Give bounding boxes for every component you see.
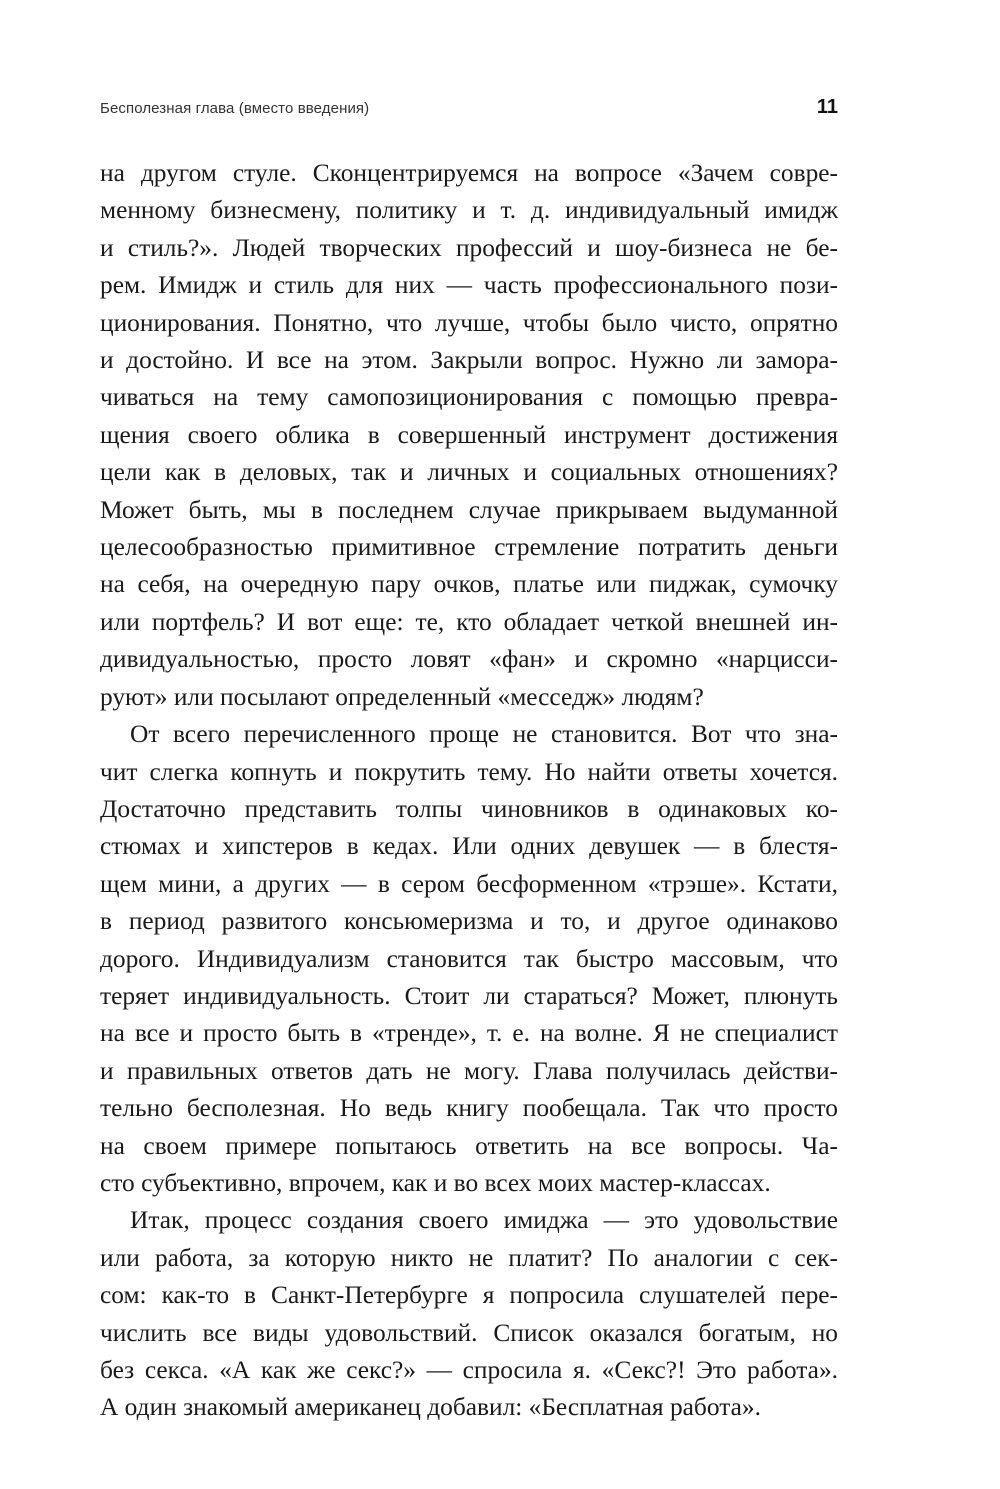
text-line: сом: как-то в Санкт-Петербурге я попросила слушателей пере- — [100, 1281, 838, 1310]
paragraph-1 — [100, 155, 838, 716]
text-line: чит слегка копнуть и покрутить тему. Но найти ответы хочется. — [100, 757, 838, 786]
text-line: теряет индивидуальность. Стоит ли стараться? Может, плюнуть — [100, 981, 838, 1010]
text-line: и правильных ответов дать не могу. Глава получилась действи- — [100, 1056, 838, 1085]
text-line: или портфель? И вот еще: те, кто обладает четкой внешней ин- — [100, 607, 838, 636]
text-line: От всего перечисленного проще не становится. Вот что зна- — [130, 720, 838, 749]
text-line: дорого. Индивидуализм становится так быстро массовым, что — [100, 944, 838, 973]
paragraph-2 — [100, 716, 838, 1202]
text-line: дивидуальностью, просто ловят «фан» и скромно «нарцисси- — [100, 645, 838, 674]
body-text — [100, 155, 838, 1427]
text-line: чиваться на тему самопозиционирования с помощью превра- — [100, 383, 838, 412]
text-line: числить все виды удовольствий. Список оказался богатым, но — [100, 1318, 838, 1347]
text-line: на все и просто быть в «тренде», т. е. на волне. Я не специалист — [100, 1019, 838, 1048]
text-line: на своем примере попытаюсь ответить на все вопросы. Ча- — [100, 1131, 838, 1160]
page-number: 11 — [816, 96, 838, 118]
text-line: на себя, на очередную пару очков, платье или пиджак, сумочку — [100, 570, 838, 599]
text-line: щения своего облика в совершенный инструмент достижения — [100, 420, 838, 449]
text-line: целесообразностью примитивное стремление потратить деньги — [100, 533, 838, 562]
text-line: А один знакомый американец добавил: «Бесплатная работа». — [100, 1393, 761, 1422]
text-line: и стиль?». Людей творческих профессий и шоу-бизнеса не бе- — [100, 233, 838, 262]
text-line: или работа, за которую никто не платит? По аналогии с сек- — [100, 1243, 838, 1272]
paragraph-3 — [100, 1202, 838, 1426]
text-line: и достойно. И все на этом. Закрыли вопрос. Нужно ли замора- — [100, 346, 838, 375]
text-line: Итак, процесс создания своего имиджа — это удовольствие — [130, 1206, 838, 1235]
text-line: рем. Имидж и стиль для них — часть профессионального пози- — [100, 271, 838, 300]
text-line: ционирования. Понятно, что лучше, чтобы было чисто, опрятно — [100, 308, 838, 337]
text-line: менному бизнесмену, политику и т. д. индивидуальный имидж — [100, 196, 838, 225]
text-line: щем мини, а других — в сером бесформенном «трэше». Кстати, — [100, 869, 838, 898]
running-head: Бесполезная глава (вместо введения) — [100, 100, 370, 117]
text-line: руют» или посылают определенный «месседж» людям? — [100, 682, 704, 711]
text-line: на другом стуле. Сконцентрируемся на вопросе «Зачем совре- — [100, 159, 838, 187]
text-line: Может быть, мы в последнем случае прикрываем выдуманной — [100, 495, 838, 524]
text-line: сто субъективно, впрочем, как и во всех моих мастер-классах. — [100, 1168, 771, 1197]
text-line: без секса. «А как же секс?» — спросила я. «Секс?! Это работа». — [100, 1356, 838, 1384]
text-line: стюмах и хипстеров в кедах. Или одних девушек — в блестя- — [100, 832, 838, 861]
text-line: цели как в деловых, так и личных и социальных отношениях? — [100, 458, 838, 487]
text-line: Достаточно представить толпы чиновников в одинаковых ко- — [100, 794, 838, 823]
text-line: тельно бесполезная. Но ведь книгу пообещала. Так что просто — [100, 1094, 838, 1123]
text-line: в период развитого консьюмеризма и то, и другое одинаково — [100, 907, 838, 936]
